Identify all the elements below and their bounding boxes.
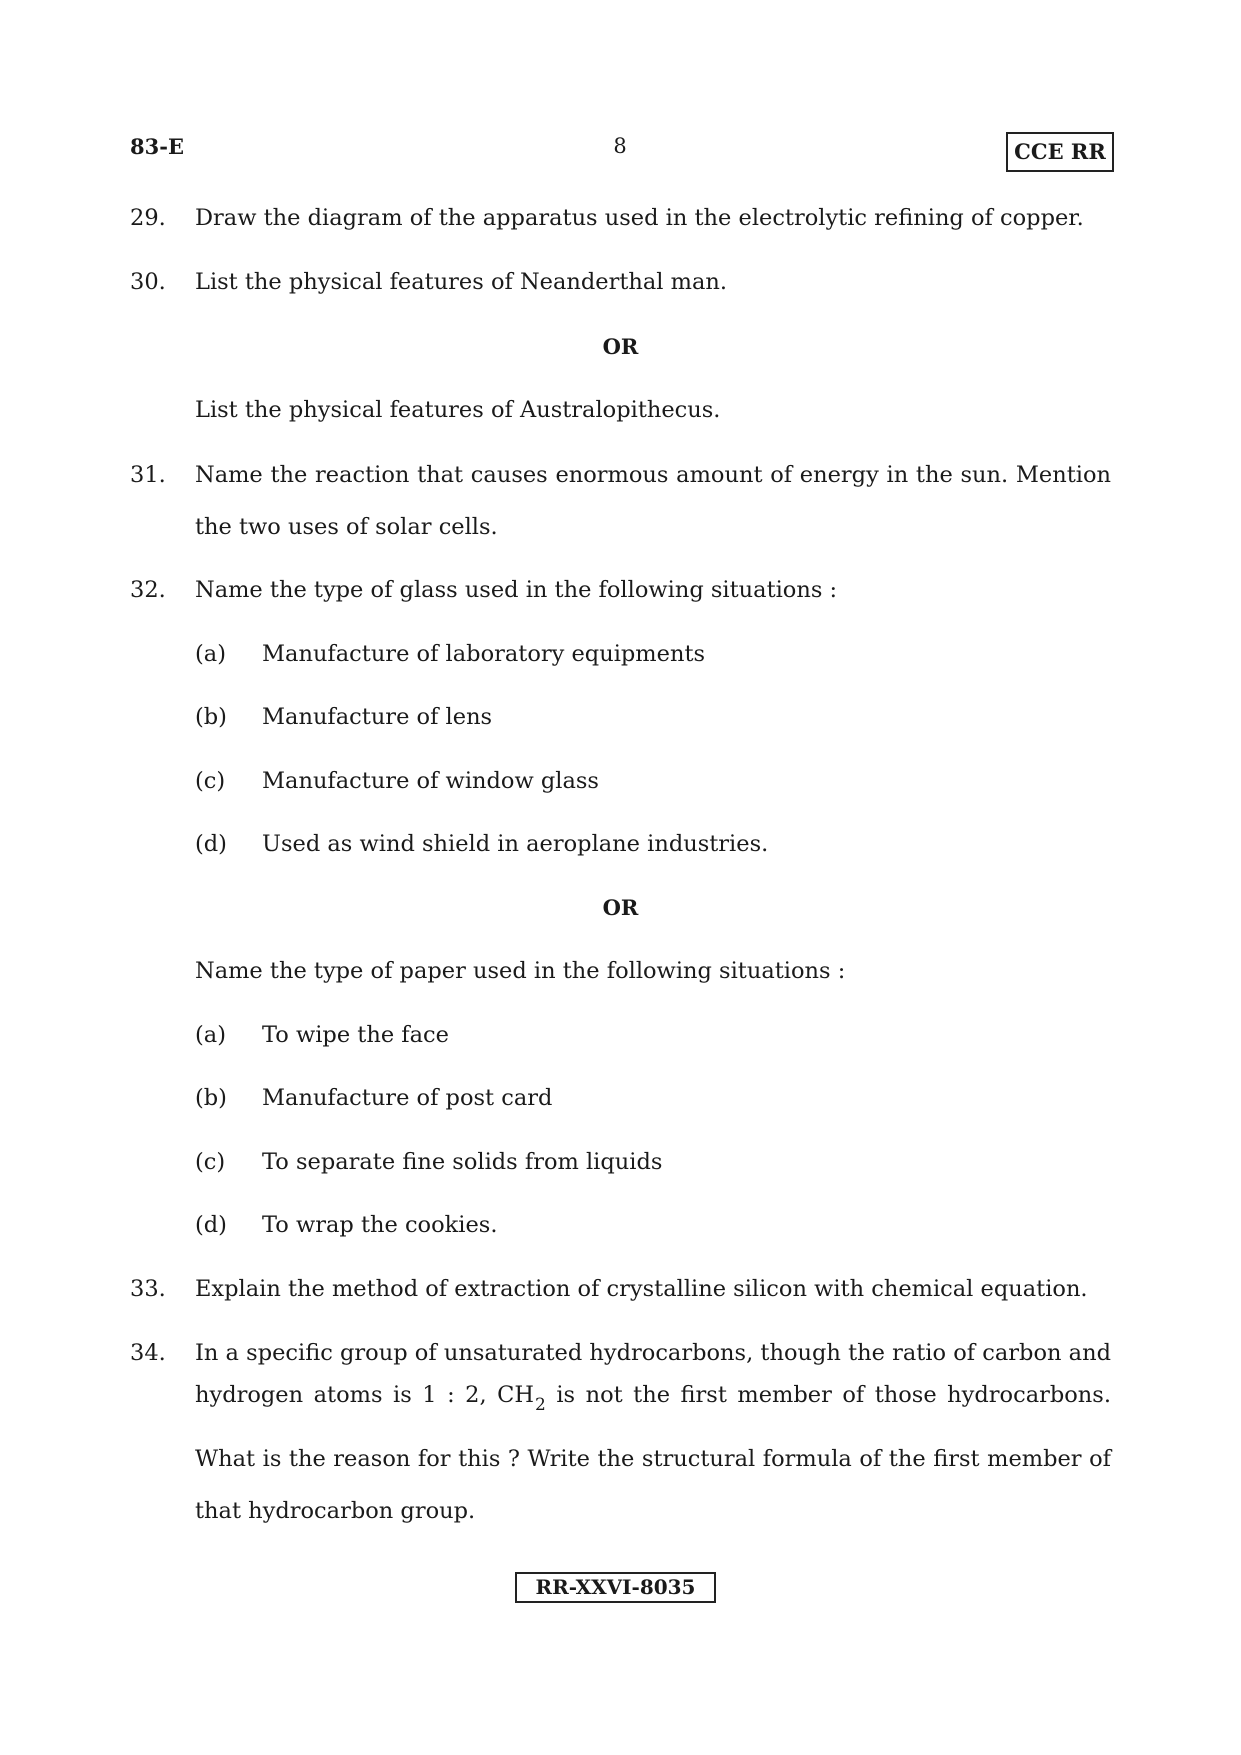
- q31-line2: the two uses of solar cells.: [195, 514, 498, 540]
- q34-line1: In a specific group of unsaturated hydrocarbons, though the ratio of carbon and: [195, 1340, 1111, 1366]
- q31-text: [195, 460, 1111, 490]
- series-box: CCE RR: [1006, 132, 1114, 172]
- q32-item-label: (c): [195, 768, 226, 794]
- q32-alt-item-label: (a): [195, 1022, 226, 1048]
- q34-line1-wrap: [195, 1338, 1111, 1368]
- q32-item-text: Manufacture of window glass: [262, 768, 599, 794]
- q34-line2-part-b: is not the first member of those hydrocarbons.: [545, 1382, 1111, 1408]
- q31-number: 31.: [130, 462, 166, 488]
- q30-or: OR: [602, 334, 639, 359]
- q34-line2-wrap: [195, 1380, 1111, 1415]
- paper-code: 83-E: [130, 134, 184, 159]
- q33-text: Explain the method of extraction of crystalline silicon with chemical equation.: [195, 1276, 1088, 1302]
- q29-text: Draw the diagram of the apparatus used in the electrolytic refining of copper.: [195, 205, 1084, 231]
- q32-alt-item-label: (c): [195, 1149, 226, 1175]
- q32-item-text: Manufacture of laboratory equipments: [262, 641, 706, 667]
- q32-item-label: (b): [195, 704, 227, 730]
- q29-number: 29.: [130, 205, 166, 231]
- q30-alt-text: List the physical features of Australopithecus.: [195, 397, 721, 423]
- q30-number: 30.: [130, 269, 166, 295]
- q32-alt-item-text: To wipe the face: [262, 1022, 449, 1048]
- q31-line1: Name the reaction that causes enormous amount of energy in the sun. Mention: [195, 462, 1111, 488]
- subscript-2: 2: [535, 1395, 546, 1415]
- q32-item-label: (d): [195, 831, 227, 857]
- q34-number: 34.: [130, 1340, 166, 1366]
- q32-item-text: Used as wind shield in aeroplane industries.: [262, 831, 769, 857]
- q34-line2-part-a: hydrogen atoms is 1 : 2, CH: [195, 1382, 534, 1408]
- q32-alt-item-text: Manufacture of post card: [262, 1085, 553, 1111]
- q34-line3-wrap: [195, 1444, 1111, 1474]
- q32-alt-text: Name the type of paper used in the following situations :: [195, 958, 846, 984]
- page-number: 8: [613, 134, 627, 158]
- q32-text: Name the type of glass used in the following situations :: [195, 577, 838, 603]
- q30-text: List the physical features of Neanderthal man.: [195, 269, 728, 295]
- q32-item-label: (a): [195, 641, 226, 667]
- q34-line2: [195, 1380, 1111, 1415]
- footer-code-box: RR-XXVI-8035: [515, 1572, 716, 1603]
- q32-number: 32.: [130, 577, 166, 603]
- q34-line3: What is the reason for this ? Write the structural formula of the first member of: [195, 1446, 1111, 1472]
- q34-line4: that hydrocarbon group.: [195, 1498, 476, 1524]
- q32-alt-item-label: (b): [195, 1085, 227, 1111]
- q32-item-text: Manufacture of lens: [262, 704, 493, 730]
- q32-or: OR: [602, 895, 639, 920]
- q32-alt-item-text: To separate fine solids from liquids: [262, 1149, 663, 1175]
- q32-alt-item-text: To wrap the cookies.: [262, 1212, 498, 1238]
- q33-number: 33.: [130, 1276, 166, 1302]
- q32-alt-item-label: (d): [195, 1212, 227, 1238]
